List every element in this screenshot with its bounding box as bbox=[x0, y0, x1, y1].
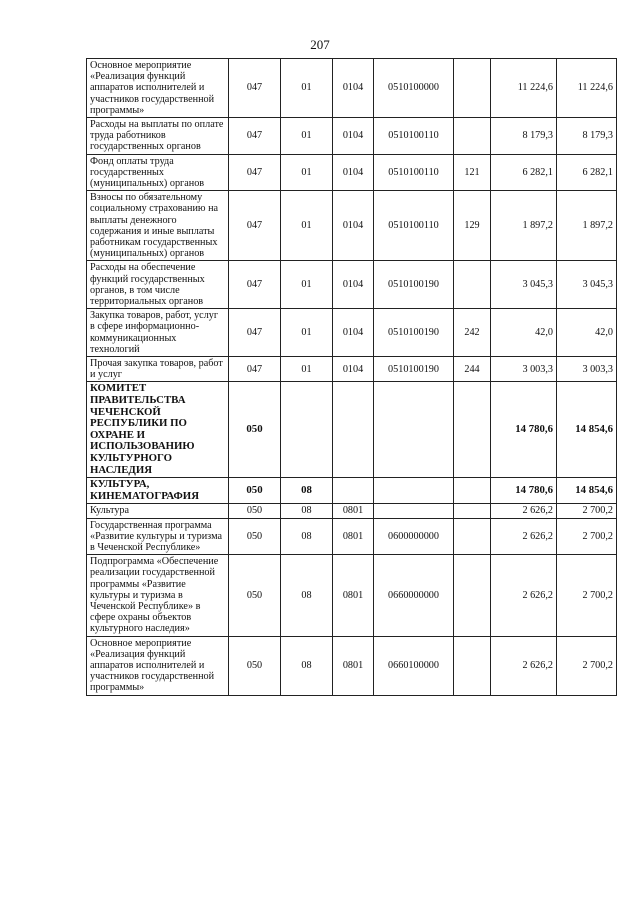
expense-type-code bbox=[454, 261, 491, 309]
amount-year-2: 3 003,3 bbox=[557, 357, 617, 382]
section-code: 01 bbox=[281, 154, 333, 191]
amount-year-2: 11 224,6 bbox=[557, 59, 617, 118]
amount-year-1: 3 003,3 bbox=[491, 357, 557, 382]
ministry-code: 047 bbox=[229, 191, 281, 261]
row-name: Расходы на выплаты по оплате труда работников государственных органов bbox=[87, 118, 229, 155]
row-name: Подпрограмма «Обеспечение реализации государственной программы «Развитие культуры и туризма в Чеченской Республике» в сфере охраны объектов культурного наследия» bbox=[87, 555, 229, 636]
amount-year-2: 2 700,2 bbox=[557, 504, 617, 518]
section-code: 08 bbox=[281, 555, 333, 636]
section-code: 01 bbox=[281, 309, 333, 357]
subsection-code: 0104 bbox=[333, 118, 374, 155]
target-article-code: 0660000000 bbox=[374, 555, 454, 636]
amount-year-1: 11 224,6 bbox=[491, 59, 557, 118]
target-article-code: 0600000000 bbox=[374, 518, 454, 555]
subsection-code: 0104 bbox=[333, 59, 374, 118]
expense-type-code: 121 bbox=[454, 154, 491, 191]
section-code: 08 bbox=[281, 518, 333, 555]
subsection-code: 0801 bbox=[333, 504, 374, 518]
target-article-code: 0510100000 bbox=[374, 59, 454, 118]
table-row bbox=[87, 309, 617, 357]
amount-year-2: 14 854,6 bbox=[557, 478, 617, 504]
amount-year-1: 6 282,1 bbox=[491, 154, 557, 191]
table-row bbox=[87, 154, 617, 191]
table-row bbox=[87, 636, 617, 695]
table-row bbox=[87, 555, 617, 636]
target-article-code: 0510100110 bbox=[374, 118, 454, 155]
amount-year-1: 2 626,2 bbox=[491, 636, 557, 695]
ministry-code: 047 bbox=[229, 261, 281, 309]
target-article-code bbox=[374, 504, 454, 518]
row-name: Прочая закупка товаров, работ и услуг bbox=[87, 357, 229, 382]
ministry-code: 047 bbox=[229, 357, 281, 382]
budget-table bbox=[86, 58, 617, 696]
expense-type-code bbox=[454, 382, 491, 478]
ministry-code: 050 bbox=[229, 518, 281, 555]
target-article-code: 0510100110 bbox=[374, 154, 454, 191]
row-name: Взносы по обязательному социальному страхованию на выплаты денежного содержания и иные выплаты работникам государственных (муниципальных) органов bbox=[87, 191, 229, 261]
expense-type-code bbox=[454, 636, 491, 695]
subsection-code: 0104 bbox=[333, 261, 374, 309]
page-number: 207 bbox=[310, 37, 330, 52]
section-code: 08 bbox=[281, 504, 333, 518]
section-code bbox=[281, 382, 333, 478]
expense-type-code bbox=[454, 518, 491, 555]
table-row bbox=[87, 59, 617, 118]
amount-year-2: 2 700,2 bbox=[557, 636, 617, 695]
row-name: КОМИТЕТ ПРАВИТЕЛЬСТВА ЧЕЧЕНСКОЙ РЕСПУБЛИКИ ПО ОХРАНЕ И ИСПОЛЬЗОВАНИЮ КУЛЬТУРНОГО НАСЛЕДИЯ bbox=[87, 382, 229, 478]
row-name: Основное мероприятие «Реализация функций аппаратов исполнителей и участников государственной программы» bbox=[87, 59, 229, 118]
subsection-code: 0801 bbox=[333, 518, 374, 555]
section-code: 01 bbox=[281, 59, 333, 118]
ministry-code: 047 bbox=[229, 59, 281, 118]
row-name: Фонд оплаты труда государственных (муниципальных) органов bbox=[87, 154, 229, 191]
expense-type-code bbox=[454, 504, 491, 518]
expense-type-code bbox=[454, 118, 491, 155]
ministry-code: 050 bbox=[229, 636, 281, 695]
table-row bbox=[87, 191, 617, 261]
amount-year-2: 2 700,2 bbox=[557, 555, 617, 636]
target-article-code: 0660100000 bbox=[374, 636, 454, 695]
amount-year-1: 2 626,2 bbox=[491, 518, 557, 555]
expense-type-code bbox=[454, 59, 491, 118]
table-row bbox=[87, 357, 617, 382]
amount-year-1: 2 626,2 bbox=[491, 555, 557, 636]
target-article-code: 0510100190 bbox=[374, 261, 454, 309]
ministry-code: 050 bbox=[229, 478, 281, 504]
ministry-code: 047 bbox=[229, 154, 281, 191]
subsection-code: 0801 bbox=[333, 636, 374, 695]
subsection-code: 0104 bbox=[333, 191, 374, 261]
ministry-code: 047 bbox=[229, 309, 281, 357]
amount-year-2: 2 700,2 bbox=[557, 518, 617, 555]
expense-type-code bbox=[454, 478, 491, 504]
target-article-code: 0510100190 bbox=[374, 357, 454, 382]
amount-year-2: 1 897,2 bbox=[557, 191, 617, 261]
ministry-code: 047 bbox=[229, 118, 281, 155]
target-article-code: 0510100190 bbox=[374, 309, 454, 357]
amount-year-1: 42,0 bbox=[491, 309, 557, 357]
expense-type-code: 129 bbox=[454, 191, 491, 261]
amount-year-2: 42,0 bbox=[557, 309, 617, 357]
subsection-code: 0801 bbox=[333, 555, 374, 636]
ministry-code: 050 bbox=[229, 555, 281, 636]
amount-year-1: 14 780,6 bbox=[491, 478, 557, 504]
target-article-code bbox=[374, 478, 454, 504]
subsection-code: 0104 bbox=[333, 309, 374, 357]
ministry-code: 050 bbox=[229, 504, 281, 518]
subsection-code: 0104 bbox=[333, 154, 374, 191]
row-name: Закупка товаров, работ, услуг в сфере информационно-коммуникационных технологий bbox=[87, 309, 229, 357]
row-name: Культура bbox=[87, 504, 229, 518]
table-row bbox=[87, 261, 617, 309]
expense-type-code: 244 bbox=[454, 357, 491, 382]
ministry-code: 050 bbox=[229, 382, 281, 478]
expense-type-code: 242 bbox=[454, 309, 491, 357]
expense-type-code bbox=[454, 555, 491, 636]
amount-year-1: 1 897,2 bbox=[491, 191, 557, 261]
section-code: 01 bbox=[281, 357, 333, 382]
subsection-code bbox=[333, 478, 374, 504]
table-row bbox=[87, 382, 617, 478]
amount-year-2: 8 179,3 bbox=[557, 118, 617, 155]
row-name: Основное мероприятие «Реализация функций аппаратов исполнителей и участников государственной программы» bbox=[87, 636, 229, 695]
budget-table-body bbox=[87, 59, 617, 696]
amount-year-2: 14 854,6 bbox=[557, 382, 617, 478]
section-code: 08 bbox=[281, 636, 333, 695]
table-row bbox=[87, 118, 617, 155]
section-code: 01 bbox=[281, 261, 333, 309]
section-code: 01 bbox=[281, 191, 333, 261]
subsection-code: 0104 bbox=[333, 357, 374, 382]
amount-year-2: 3 045,3 bbox=[557, 261, 617, 309]
table-row bbox=[87, 518, 617, 555]
section-code: 01 bbox=[281, 118, 333, 155]
amount-year-1: 14 780,6 bbox=[491, 382, 557, 478]
amount-year-1: 3 045,3 bbox=[491, 261, 557, 309]
section-code: 08 bbox=[281, 478, 333, 504]
table-row bbox=[87, 478, 617, 504]
amount-year-1: 8 179,3 bbox=[491, 118, 557, 155]
subsection-code bbox=[333, 382, 374, 478]
target-article-code: 0510100110 bbox=[374, 191, 454, 261]
row-name: КУЛЬТУРА, КИНЕМАТОГРАФИЯ bbox=[87, 478, 229, 504]
target-article-code bbox=[374, 382, 454, 478]
row-name: Расходы на обеспечение функций государственных органов, в том числе территориальных органов bbox=[87, 261, 229, 309]
amount-year-2: 6 282,1 bbox=[557, 154, 617, 191]
table-row bbox=[87, 504, 617, 518]
row-name: Государственная программа «Развитие культуры и туризма в Чеченской Республике» bbox=[87, 518, 229, 555]
amount-year-1: 2 626,2 bbox=[491, 504, 557, 518]
